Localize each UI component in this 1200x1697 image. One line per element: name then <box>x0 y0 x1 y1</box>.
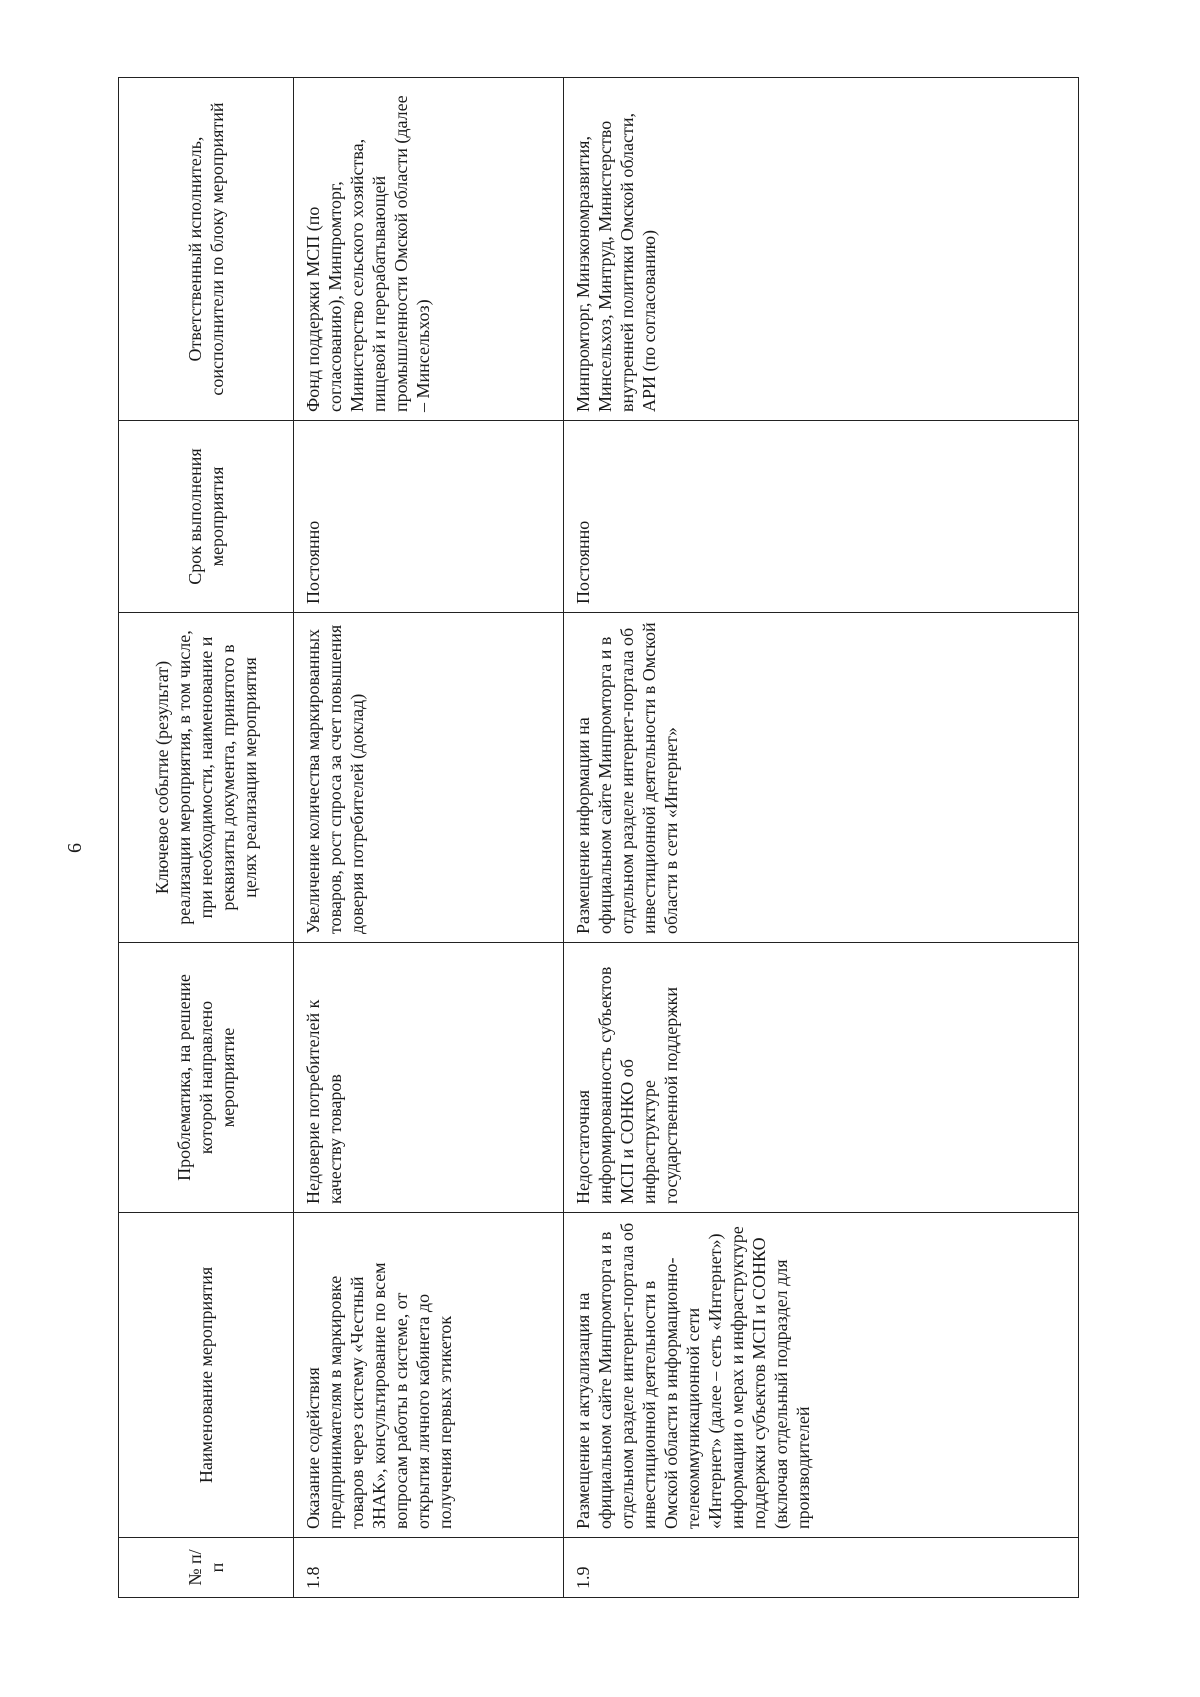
measure-term: Постоянно <box>294 421 564 613</box>
measure-problem: Недостаточная информированность субъектов МСП и СОНКО об инфраструктуре государственной поддержки <box>564 943 1079 1213</box>
header-event: Ключевое событие (результат) реализации мероприятия, в том числе, при необходимости, наименование и реквизиты документа, принятого в целях реализации мероприятия <box>119 613 294 943</box>
document-table-container <box>118 78 1078 1598</box>
measure-responsible: Минпромторг, Минэкономразвития, Минсельхоз, Минтруд, Министерство внутренней политики Омской области, АРИ (по согласованию) <box>564 78 1079 421</box>
row-number: 1.9 <box>564 1538 1079 1598</box>
page-number: 6 <box>64 843 86 853</box>
measure-name: Размещение и актуализация на официальном сайте Минпромторга и в отдельном разделе интернет-портала об инвестиционной деятельности в Омской области в информационно-телекоммуникационной сети «Интернет» (далее – сеть «Интернет») информации о мерах и инфраструктуре поддержки субъектов МСП и СОНКО (включая отдельный подраздел для производителей <box>564 1213 1079 1538</box>
measures-table <box>118 77 1079 1598</box>
measure-event: Увеличение количества маркированных товаров, рост спроса за счет повышения доверия потребителей (доклад) <box>294 613 564 943</box>
measure-responsible: Фонд поддержки МСП (по согласованию), Минпромторг, Министерство сельского хозяйства, пищевой и перерабатывающей промышленности Омской области (далее – Минсельхоз) <box>294 78 564 421</box>
row-number: 1.8 <box>294 1538 564 1598</box>
measure-term: Постоянно <box>564 421 1079 613</box>
table-header-row <box>119 78 294 1598</box>
measure-event: Размещение информации на официальном сайте Минпромторга и в отдельном разделе интернет-портала об инвестиционной деятельности в Омской области в сети «Интернет» <box>564 613 1079 943</box>
table-row <box>294 78 564 1598</box>
header-responsible: Ответственный исполнитель, соисполнители по блоку мероприятий <box>119 78 294 421</box>
header-problem: Проблематика, на решение которой направлено мероприятие <box>119 943 294 1213</box>
measure-problem: Недоверие потребителей к качеству товаров <box>294 943 564 1213</box>
header-name: Наименование мероприятия <box>119 1213 294 1538</box>
measure-name: Оказание содействия предпринимателям в маркировке товаров через систему «Честный ЗНАК», консультирование по всем вопросам работы в системе, от открытия личного кабинета до получения первых этикеток <box>294 1213 564 1538</box>
table-row <box>564 78 1079 1598</box>
rotated-table-frame <box>118 78 1078 1598</box>
header-num: № п/п <box>119 1538 294 1598</box>
header-term: Срок выполнения мероприятия <box>119 421 294 613</box>
